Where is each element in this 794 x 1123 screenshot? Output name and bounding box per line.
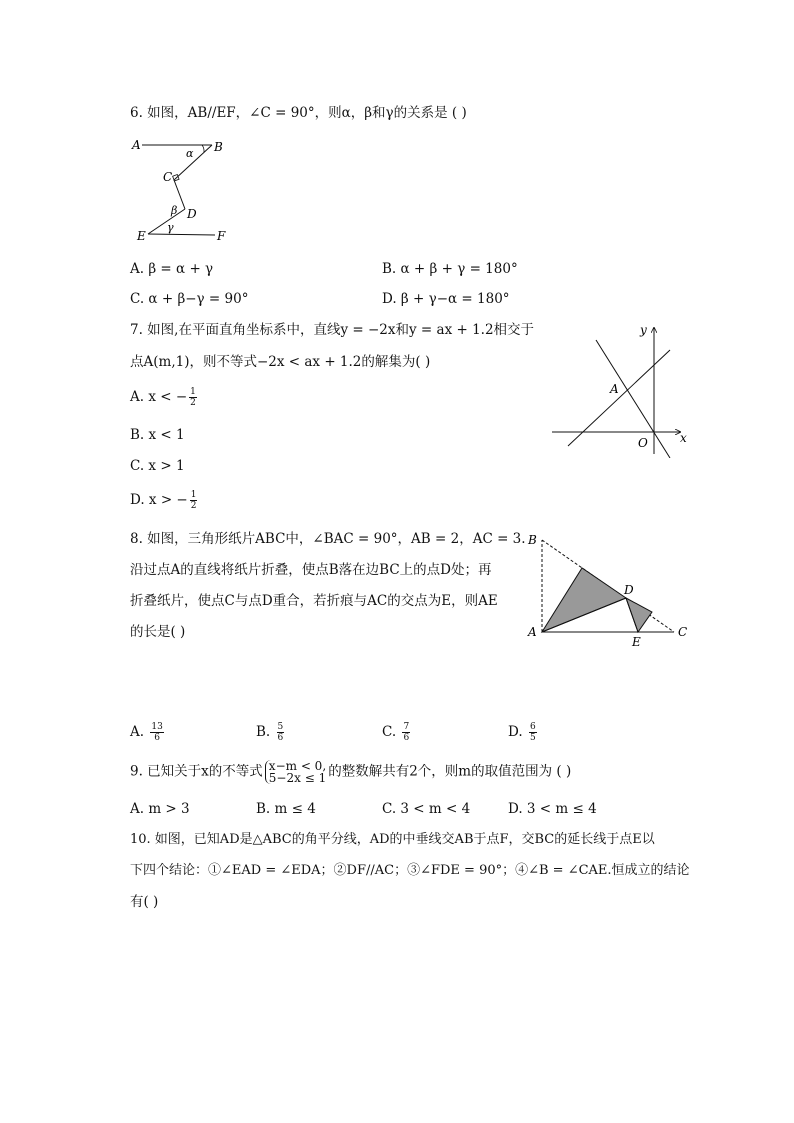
frac-denominator: 6 (277, 733, 284, 743)
q7-option-b[interactable]: B. x < 1 (130, 427, 185, 443)
q7-option-a-fraction (189, 387, 197, 408)
q6-option-c[interactable]: C. α + β−γ = 90° (130, 291, 249, 307)
q9-inequality-1: x−m < 0, (268, 759, 327, 773)
frac-denominator: 2 (190, 398, 196, 408)
q10-stem-line2: 下四个结论：①∠EAD = ∠EDA；②DF//AC；③∠FDE = 90°；④∠B = ∠CAE.恒成立的结论 (130, 863, 690, 878)
q6-option-a[interactable]: A. β = α + γ (130, 261, 214, 277)
q6-label-beta: β (171, 204, 178, 217)
q7-label-o: O (638, 436, 648, 450)
q8-option-b-label: B. (256, 724, 271, 740)
q8-label-e: E (632, 635, 641, 649)
q8-stem-line4: 的长是( ) (130, 624, 186, 640)
q9-inequality-2: 5−2x ≤ 1 (268, 771, 327, 785)
q8-label-d: D (624, 583, 634, 597)
q8-fold-triangle-2 (626, 598, 652, 632)
q6-label-e: E (137, 229, 146, 243)
q8-option-d[interactable] (508, 722, 537, 743)
q6-label-b: B (214, 140, 223, 154)
q7-option-a-text: A. x < − (130, 389, 188, 405)
q6-stem: 6. 如图，AB//EF，∠C = 90°，则α，β和γ的关系是 ( ) (130, 105, 467, 121)
frac-denominator: 6 (403, 733, 410, 743)
q10-stem-line3: 有( ) (130, 894, 159, 910)
q8-option-c[interactable] (382, 722, 410, 743)
q9-option-a[interactable]: A. m > 3 (130, 801, 190, 817)
q7-figure (548, 318, 694, 458)
q8-stem-line3: 折叠纸片，使点C与点D重合，若折痕与AC的交点为E，则AE (130, 593, 498, 609)
q8-option-c-label: C. (382, 724, 397, 740)
q9-option-c[interactable]: C. 3 < m < 4 (382, 801, 471, 817)
frac-numerator: 6 (529, 722, 536, 732)
q6-label-f: F (217, 229, 226, 243)
q9-stem-post: 的整数解共有2个，则m的取值范围为 ( ) (328, 763, 572, 780)
q7-option-a[interactable] (130, 387, 197, 408)
q8-stem-line1: 8. 如图，三角形纸片ABC中，∠BAC = 90°，AB = 2，AC = 3. (130, 531, 526, 547)
q6-line-ef (148, 234, 215, 235)
q10-stem-line1: 10. 如图，已知AD是△ABC的角平分线，AD的中垂线交AB于点F，交BC的延长线于点E以 (130, 832, 655, 847)
frac-numerator: 5 (277, 722, 284, 732)
q8-fold-triangle-1 (542, 568, 626, 632)
q8-figure (524, 528, 694, 650)
q6-alpha-arc (202, 145, 204, 152)
q7-option-d-text: D. x > − (130, 492, 188, 508)
q6-label-gamma: γ (167, 221, 174, 234)
q8-option-a[interactable] (130, 722, 164, 743)
frac-numerator: 7 (403, 722, 410, 732)
q8-label-c: C (678, 625, 688, 639)
q7-line-neg2x (596, 340, 670, 458)
q6-figure (130, 132, 240, 247)
q8-label-a: A (528, 625, 537, 639)
q6-option-d[interactable]: D. β + γ−α = 180° (382, 291, 510, 307)
q7-stem-line1: 7. 如图,在平面直角坐标系中，直线y = −2x和y = ax + 1.2相交于 (130, 322, 535, 338)
q7-stem-line2: 点A(m,1)，则不等式−2x < ax + 1.2的解集为( ) (130, 354, 431, 370)
q6-option-b[interactable]: B. α + β + γ = 180° (382, 261, 518, 277)
q7-label-y: y (640, 323, 647, 337)
frac-denominator: 5 (529, 733, 536, 743)
q8-stem-line2: 沿过点A的直线将纸片折叠，使点B落在边BC上的点D处；再 (130, 562, 492, 578)
q8-option-b[interactable] (256, 722, 284, 743)
q8-label-b: B (528, 533, 537, 547)
q7-option-d-fraction (190, 490, 198, 511)
q8-option-a-fraction (150, 722, 163, 743)
q8-option-c-fraction (402, 722, 410, 743)
q9-stem-pre: 9. 已知关于x的不等式 (130, 763, 263, 780)
frac-numerator: 1 (190, 490, 197, 500)
q6-label-alpha: α (186, 147, 194, 160)
frac-denominator: 2 (190, 501, 197, 511)
q7-label-a: A (610, 382, 619, 396)
q7-label-x: x (680, 431, 687, 445)
q9-option-b[interactable]: B. m ≤ 4 (256, 801, 316, 817)
q8-option-a-label: A. (130, 724, 145, 740)
q6-label-d: D (187, 207, 197, 221)
q8-option-d-label: D. (508, 724, 523, 740)
q9-option-d[interactable]: D. 3 < m ≤ 4 (508, 801, 597, 817)
q9-inequality-system (265, 760, 326, 784)
frac-numerator: 13 (151, 722, 163, 732)
q9-stem (130, 760, 571, 784)
q7-option-d[interactable] (130, 490, 197, 511)
frac-denominator: 6 (154, 733, 160, 743)
q8-option-b-fraction (277, 722, 285, 743)
frac-numerator: 1 (190, 387, 196, 397)
q6-label-c: C (163, 170, 173, 184)
q7-option-c[interactable]: C. x > 1 (130, 458, 185, 474)
q8-option-d-fraction (529, 722, 537, 743)
q6-label-a: A (132, 138, 141, 152)
